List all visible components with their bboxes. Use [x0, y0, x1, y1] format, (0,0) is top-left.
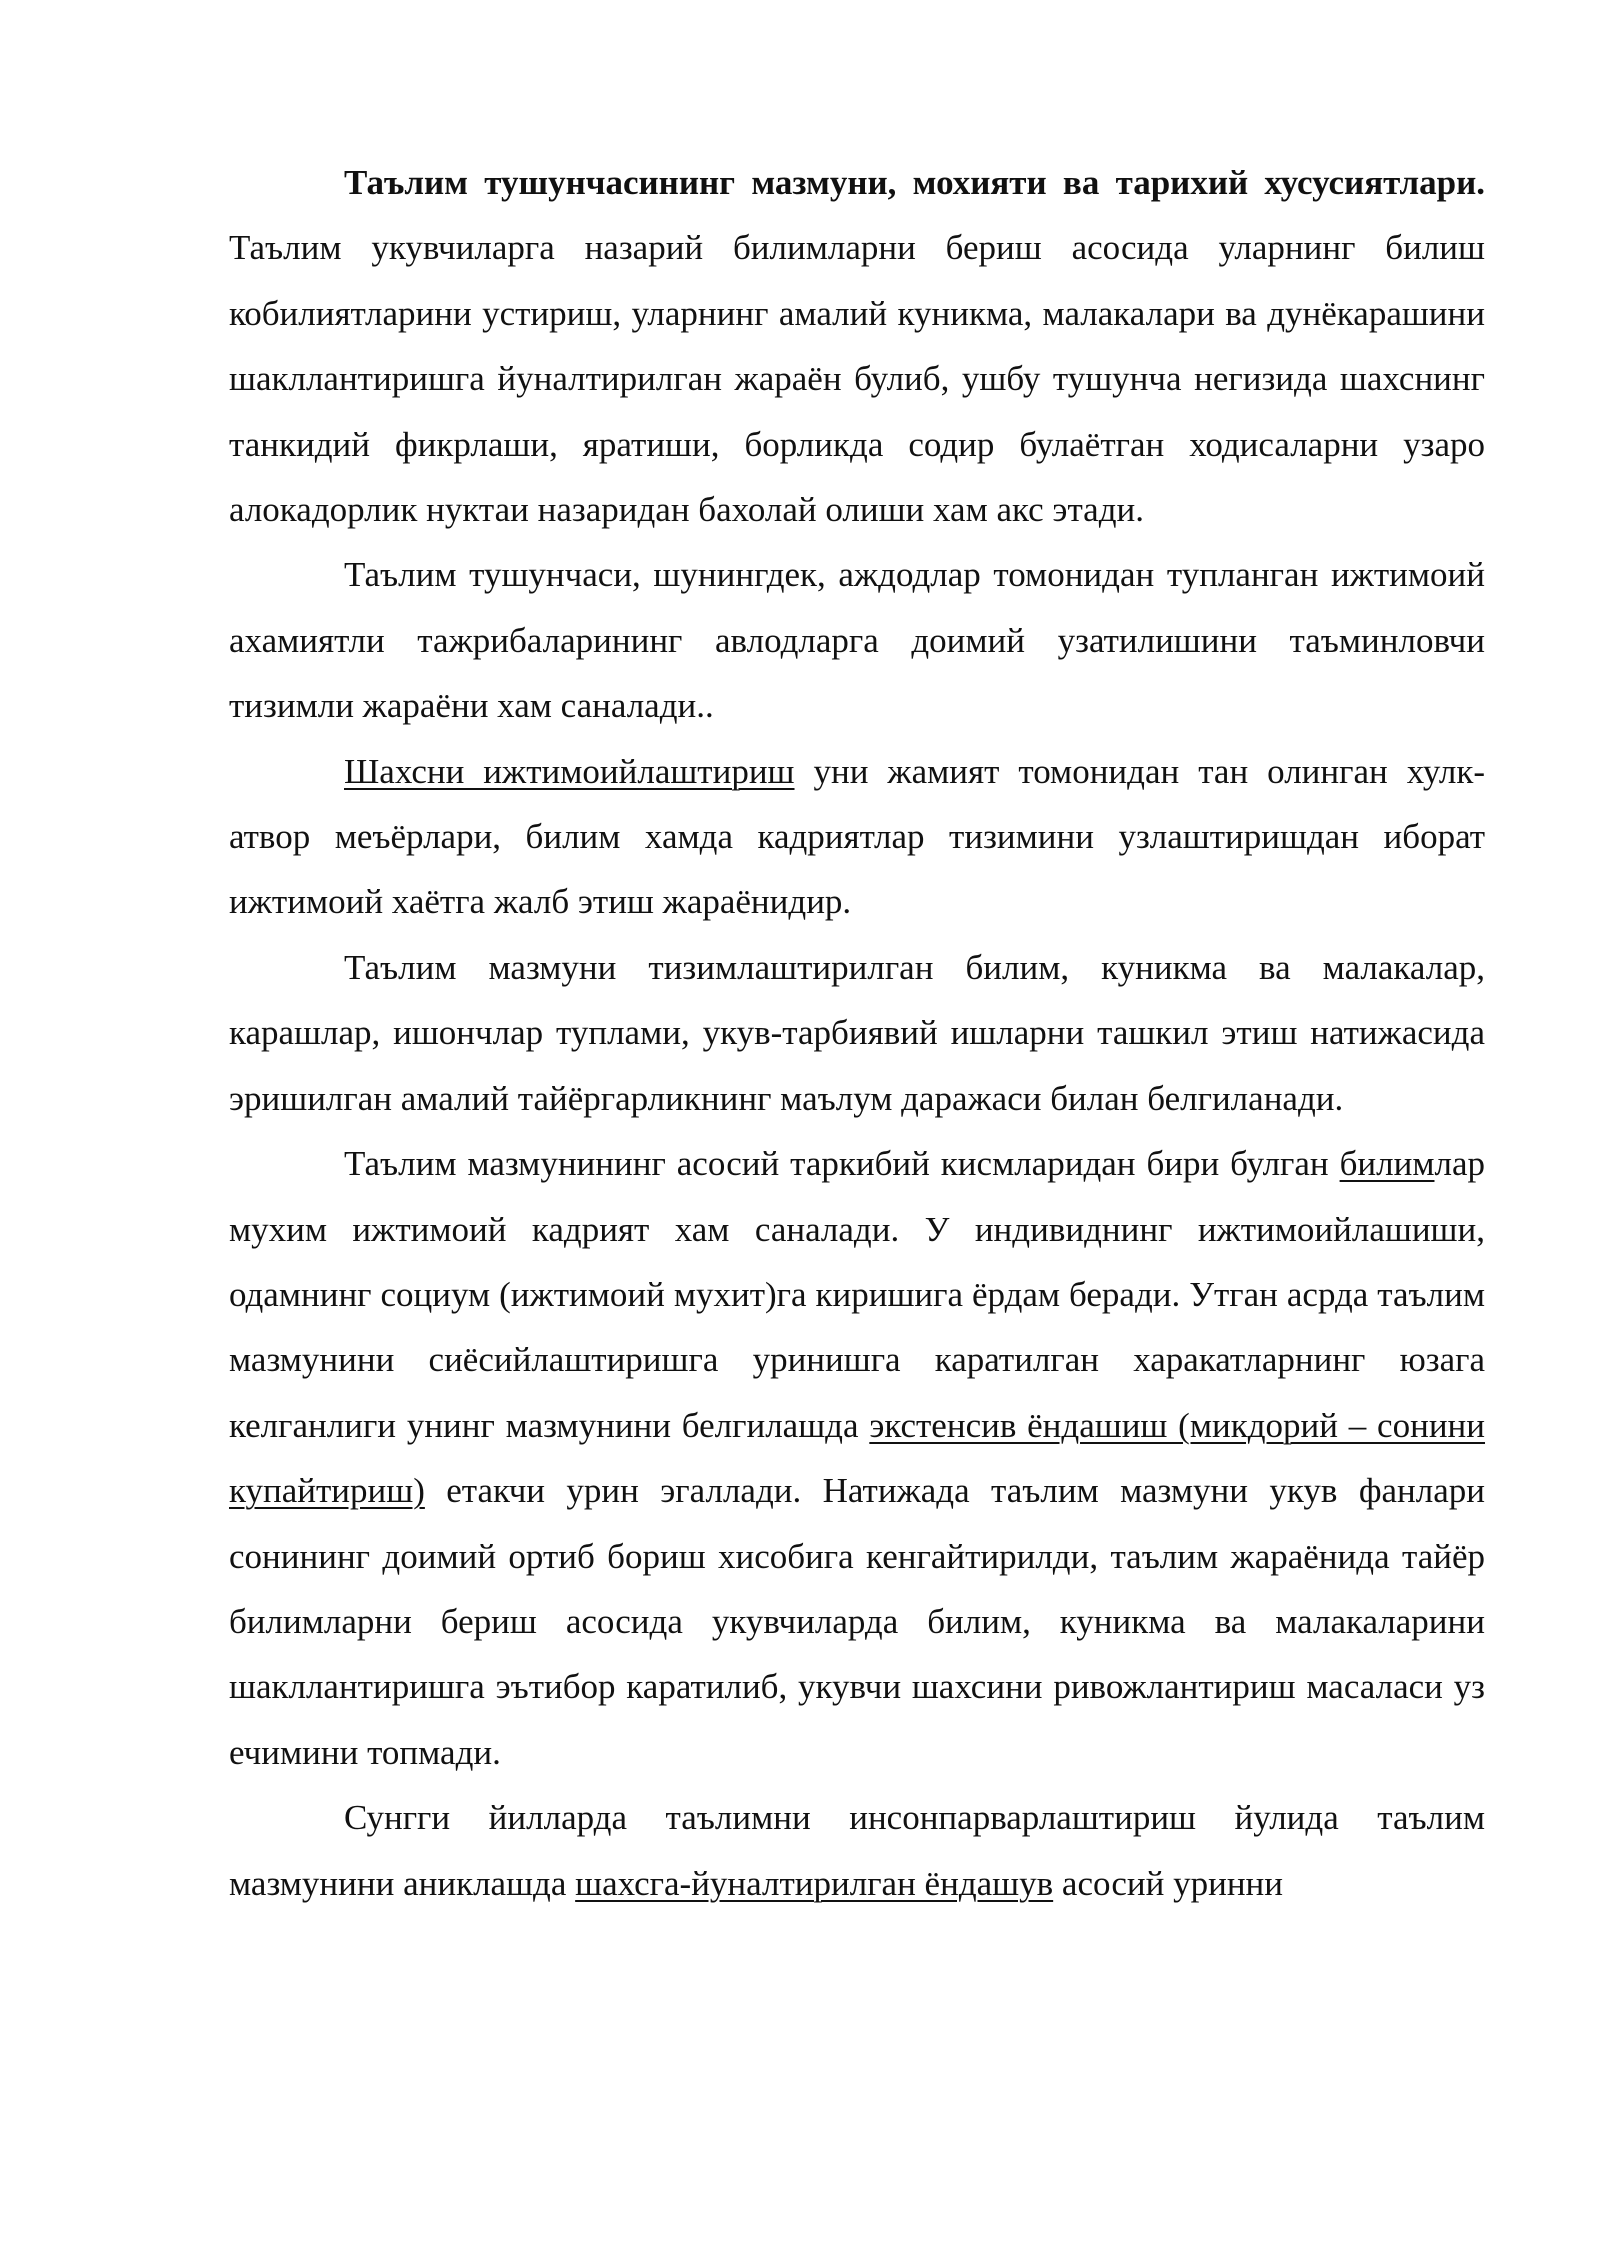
paragraph-5-text-a: Таълим мазмунининг асосий таркибий кисмларидан бири булган	[344, 1144, 1340, 1184]
paragraph-6	[229, 1785, 1485, 1916]
paragraph-5-text-b: лар мухим ижтимоий кадрият хам саналади. У индивиднинг ижтимоийлашиши, одамнинг социум (ижтимоий мухит)га киришига ёрдам беради. Утган асрда таълим мазмунини сиёсийлаштиришга уринишга каратилган харакатларнинг юзага келганлиги унинг мазмунини белгилашда	[229, 1144, 1485, 1445]
paragraph-2-text: Таълим тушунчаси, шунингдек, аждодлар томонидан тупланган ижтимоий ахамиятли тажрибаларининг авлодларга доимий узатилишини таъминловчи тизимли жараёни хам саналади..	[229, 555, 1485, 726]
underlined-term-knowledge: билим	[1339, 1144, 1435, 1184]
paragraph-1-text: Таълим укувчиларга назарий билимларни бериш асосида уларнинг билиш кобилиятларини устириш, уларнинг амалий куникма, малакалари ва дунёкарашини шакллантиришга йуналтирилган жараён булиб, ушбу тушунча негизида шахснинг танкидий фикрлаши, яратиши, борликда содир булаётган ходисаларни узаро алокадорлик нуктаи назаридан бахолай олиши хам акс этади.	[229, 228, 1485, 530]
section-heading: Таълим тушунчасининг мазмуни, мохияти ва тарихий хусусиятлари.	[344, 163, 1485, 202]
paragraph-2	[229, 542, 1485, 738]
paragraph-4-text: Таълим мазмуни тизимлаштирилган билим, куникма ва малакалар, карашлар, ишончлар туплами, укув-тарбиявий ишларни ташкил этиш натижасида эришилган амалий тайёргарликнинг маълум даражаси билан белгиланади.	[229, 947, 1485, 1118]
paragraph-5	[229, 1131, 1485, 1785]
paragraph-1	[229, 150, 1485, 542]
paragraph-5-text-c: етакчи урин эгаллади. Натижада таълим мазмуни укув фанлари сонининг доимий ортиб бориш хисобига кенгайтирилди, таълим жараёнида тайёр билимларни бериш асосида укувчиларда билим, куникма ва малакаларини шакллантиришга эътибор каратилиб, укувчи шахсини ривожлантириш масаласи уз ечимини топмади.	[229, 1471, 1485, 1772]
underlined-term-socialization: Шахсни ижтимоийлаштириш	[344, 751, 795, 791]
paragraph-4	[229, 935, 1485, 1131]
underlined-term-person-oriented-approach: шахсга-йуналтирилган ёндашув	[575, 1863, 1054, 1903]
paragraph-3-text: уни жамият томонидан тан олинган хулк-атвор меъёрлари, билим хамда кадриятлар тизимини узлаштиришдан иборат ижтимоий хаётга жалб этиш жараёнидир.	[229, 751, 1485, 922]
underlined-term-extensive-approach: экстенсив ёндашиш (микдорий – сонини купайтириш)	[229, 1405, 1486, 1511]
document-page	[229, 150, 1485, 1916]
paragraph-6-text-b: асосий уринни	[1053, 1863, 1284, 1903]
paragraph-6-text-a: Сунгги йилларда таълимни инсонпарварлаштириш йулида таълим мазмунини аниклашда	[229, 1798, 1485, 1903]
paragraph-3	[229, 739, 1485, 935]
